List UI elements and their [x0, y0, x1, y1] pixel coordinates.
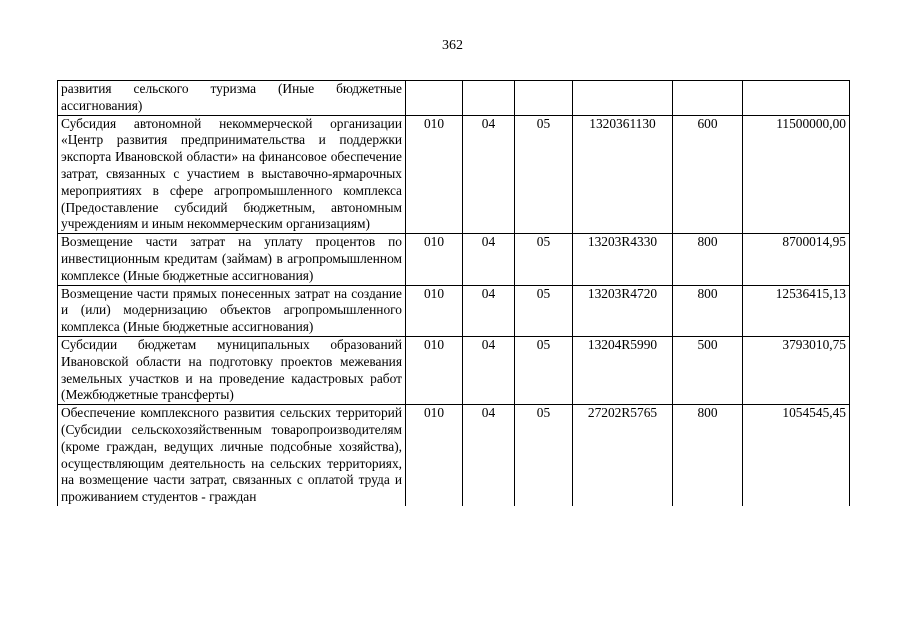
row-target-article: 13203R4330 — [573, 234, 673, 285]
row-ved: 010 — [406, 405, 463, 506]
row-ved — [406, 81, 463, 116]
row-target-article — [573, 81, 673, 116]
row-subsection: 05 — [515, 115, 573, 234]
row-subsection — [515, 81, 573, 116]
row-ved: 010 — [406, 234, 463, 285]
row-amount — [743, 81, 850, 116]
row-section: 04 — [463, 234, 515, 285]
row-target-article: 1320361130 — [573, 115, 673, 234]
table-row — [58, 405, 850, 506]
row-amount: 11500000,00 — [743, 115, 850, 234]
row-ved: 010 — [406, 115, 463, 234]
row-expense-type: 500 — [673, 336, 743, 404]
row-subsection: 05 — [515, 285, 573, 336]
row-target-article: 13203R4720 — [573, 285, 673, 336]
table-row — [58, 81, 850, 116]
row-expense-type — [673, 81, 743, 116]
row-description: Субсидия автономной некоммерческой организации «Центр развития предпринимательства и поддержки экспорта Ивановской области» на финансовое обеспечение затрат, связанных с участием в выставочно-ярмарочных мероприятиях в сфере агропромышленного комплекса (Предоставление субсидий бюджетным, автономным учреждениям и иным некоммерческим организациям) — [58, 115, 406, 234]
row-description: развития сельского туризма (Иные бюджетные ассигнования) — [58, 81, 406, 116]
row-section: 04 — [463, 405, 515, 506]
table-row — [58, 336, 850, 404]
row-expense-type: 800 — [673, 405, 743, 506]
row-section — [463, 81, 515, 116]
row-description: Обеспечение комплексного развития сельских территорий (Субсидии сельскохозяйственным товаропроизводителям (кроме граждан, ведущих личные подсобные хозяйства), осуществляющим деятельность на сельских территориях, на возмещение части затрат, связанных с оплатой труда и проживанием студентов - граждан — [58, 405, 406, 506]
table-row — [58, 285, 850, 336]
row-section: 04 — [463, 336, 515, 404]
table-row — [58, 115, 850, 234]
row-section: 04 — [463, 285, 515, 336]
row-target-article: 27202R5765 — [573, 405, 673, 506]
table-row — [58, 234, 850, 285]
page-number: 362 — [442, 38, 463, 53]
row-target-article: 13204R5990 — [573, 336, 673, 404]
row-amount: 1054545,45 — [743, 405, 850, 506]
row-section: 04 — [463, 115, 515, 234]
row-description: Возмещение части затрат на уплату процентов по инвестиционным кредитам (займам) в агропромышленном комплексе (Иные бюджетные ассигнования) — [58, 234, 406, 285]
row-amount: 3793010,75 — [743, 336, 850, 404]
row-description: Субсидии бюджетам муниципальных образований Ивановской области на подготовку проектов межевания земельных участков и на проведение кадастровых работ (Межбюджетные трансферты) — [58, 336, 406, 404]
row-subsection: 05 — [515, 405, 573, 506]
row-ved: 010 — [406, 285, 463, 336]
budget-table — [57, 80, 850, 506]
row-description: Возмещение части прямых понесенных затрат на создание и (или) модернизацию объектов агропромышленного комплекса (Иные бюджетные ассигнования) — [58, 285, 406, 336]
row-expense-type: 600 — [673, 115, 743, 234]
row-subsection: 05 — [515, 336, 573, 404]
row-expense-type: 800 — [673, 285, 743, 336]
row-subsection: 05 — [515, 234, 573, 285]
row-expense-type: 800 — [673, 234, 743, 285]
row-amount: 8700014,95 — [743, 234, 850, 285]
row-ved: 010 — [406, 336, 463, 404]
row-amount: 12536415,13 — [743, 285, 850, 336]
